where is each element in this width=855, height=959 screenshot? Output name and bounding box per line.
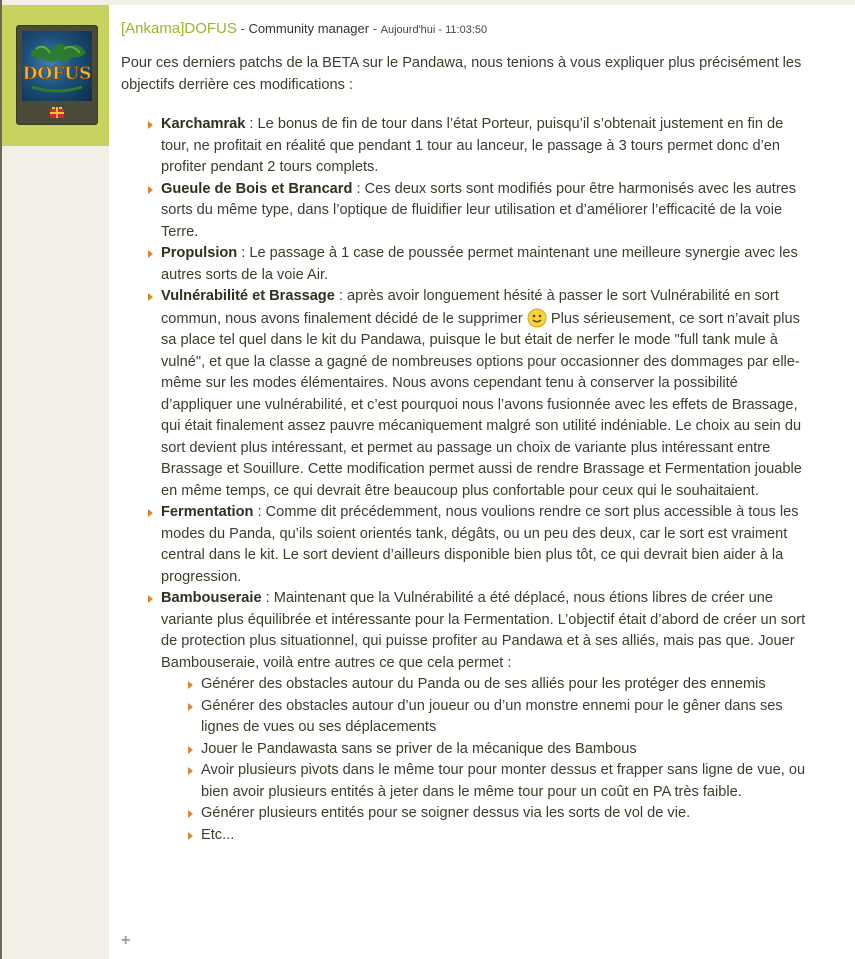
bullet-arrow-icon [188,681,193,689]
bambouseraie-sublist [161,674,811,846]
sub-list-item [201,674,811,696]
item-text: : Comme dit précédemment, nous voulions rendre ce sort plus accessible à tous les modes du Panda, qu’ils soient orientés tank, dégâts, ou un peu des deux, car le sort est vraiment central dans le kit. Le sort devient d’ailleurs disponible bien plus tôt, ce qui devrait bien aider à la progression. [161,504,799,585]
item-title: Fermentation [161,504,254,520]
item-title: Bambouseraie [161,590,262,606]
list-item [161,588,811,846]
post-body [109,5,855,959]
sub-item-text: Etc... [201,826,235,843]
list-item [161,179,811,244]
changes-list [121,114,811,846]
dofus-logo-icon [22,31,92,101]
bullet-arrow-icon [148,121,153,129]
item-title: Propulsion [161,245,238,261]
bullet-arrow-icon [148,595,153,603]
sub-list-item [201,825,811,847]
item-text: : après avoir longuement hésité à passer le sort Vulnérabilité en sort commun, nous avons finalement décidé de le supprimer [161,288,779,327]
sub-item-text: Générer des obstacles autour du Panda ou de ses alliés pour les protéger des ennemis [201,676,766,692]
bullet-arrow-icon [188,832,193,840]
post-timestamp: Aujourd'hui - 11:03:50 [380,24,488,36]
post-content [121,53,811,846]
intro-paragraph: Pour ces derniers patchs de la BETA sur le Pandawa, nous tenions à vous expliquer plus précisément les objectifs derrière ces modifications : [121,55,802,93]
avatar[interactable] [22,31,92,101]
smiley-icon [527,308,547,328]
sub-item-text: Avoir plusieurs pivots dans le même tour pour monter dessus et frapper sans ligne de vue, ou bien avoir plusieurs entités à jeter dans le même tour pour un coût en PA très faible. [201,762,806,800]
sub-item-text: Générer plusieurs entités pour se soigner dessus via les sorts de vol de vie. [201,805,691,821]
plus-icon[interactable]: + [121,932,131,949]
item-text: : Le passage à 1 case de poussée permet maintenant une meilleure synergie avec les autres sorts de la voie Air. [161,245,798,283]
post-header [121,20,487,37]
gift-icon [50,107,64,118]
item-title: Gueule de Bois et Brancard [161,180,353,197]
sub-item-text: Jouer le Pandawasta sans se priver de la mécanique des Bambous [201,740,637,757]
list-item [161,243,811,286]
bullet-arrow-icon [148,293,153,301]
logo-text: DOFUS [22,64,92,84]
item-text-continued: Plus sérieusement, ce sort n’avait plus sa place tel quel dans le kit du Pandawa, puisque le but était de nerfer le mode "full tank mule à vulné", et que la classe a gagné de nombreuses options pour occasionner des dommages par elle-même sur les modes élémentaires. Nous avons cependant tenu à conserver la possibilité d’appliquer une vulnérabilité, et c’est pourquoi nous l’avons fusionnée avec les effets de Brassage, qui était finalement assez pauvre mécaniquement malgré son utilité indéniable. Le choix au sein du sort devient plus intéressant, et permet au passage un choix de variante plus intéressant entre Brassage et Souillure. Cette modification permet aussi de rendre Brassage et Fermentation jouable en même temps, ce qui devrait être beaucoup plus confortable pour ceux qui le souhaitaient. [161,310,802,499]
author-panel [2,5,109,146]
sub-list-item [201,803,811,825]
sub-list-item [201,739,811,761]
item-text: : Le bonus de fin de tour dans l’état Porteur, puisqu’il s’obtenait justement en fin de tour, ne profitait en réalité que pendant 1 tour au lanceur, le passage à 3 tours permet donc d’en profiter pendant 2 tours complets. [161,116,784,175]
author-role: Community manager [248,21,370,36]
sub-item-text: Générer des obstacles autour d’un joueur ou d’un monstre ennemi pour le gêner dans ses lignes de vues ou ses déplacements [201,697,783,735]
sub-list-item [201,696,811,739]
bullet-arrow-icon [148,509,153,517]
list-item [161,502,811,588]
bullet-arrow-icon [188,703,193,711]
bullet-arrow-icon [188,746,193,754]
avatar-frame[interactable] [16,25,98,125]
sub-list-item [201,760,811,803]
bullet-arrow-icon [188,810,193,818]
item-title: Vulnérabilité et Brassage [161,288,335,304]
list-item [161,286,811,502]
item-text: : Ces deux sorts sont modifiés pour être harmonisés avec les autres sorts du même type, dans l’optique de fluidifier leur utilisation et d’améliorer l’efficacité de la voie Terre. [161,180,797,240]
header-separator: - [369,21,381,36]
list-item [161,114,811,179]
item-text: : Maintenant que la Vulnérabilité a été déplacé, nous étions libres de créer une variante plus équilibrée et intéressante pour la Fermentation. L’objectif était d’abord de créer un sort de protection plus situationnel, qui puisse profiter au Pandawa et à ses alliés, mais pas que. Jouer Bambouseraie, voilà entre autres ce que cela permet : [161,590,806,671]
bullet-arrow-icon [148,250,153,258]
author-name[interactable]: [Ankama]DOFUS [121,20,237,37]
bullet-arrow-icon [188,767,193,775]
header-separator: - [236,21,249,36]
item-title: Karchamrak [161,116,246,132]
bullet-arrow-icon [148,186,153,194]
